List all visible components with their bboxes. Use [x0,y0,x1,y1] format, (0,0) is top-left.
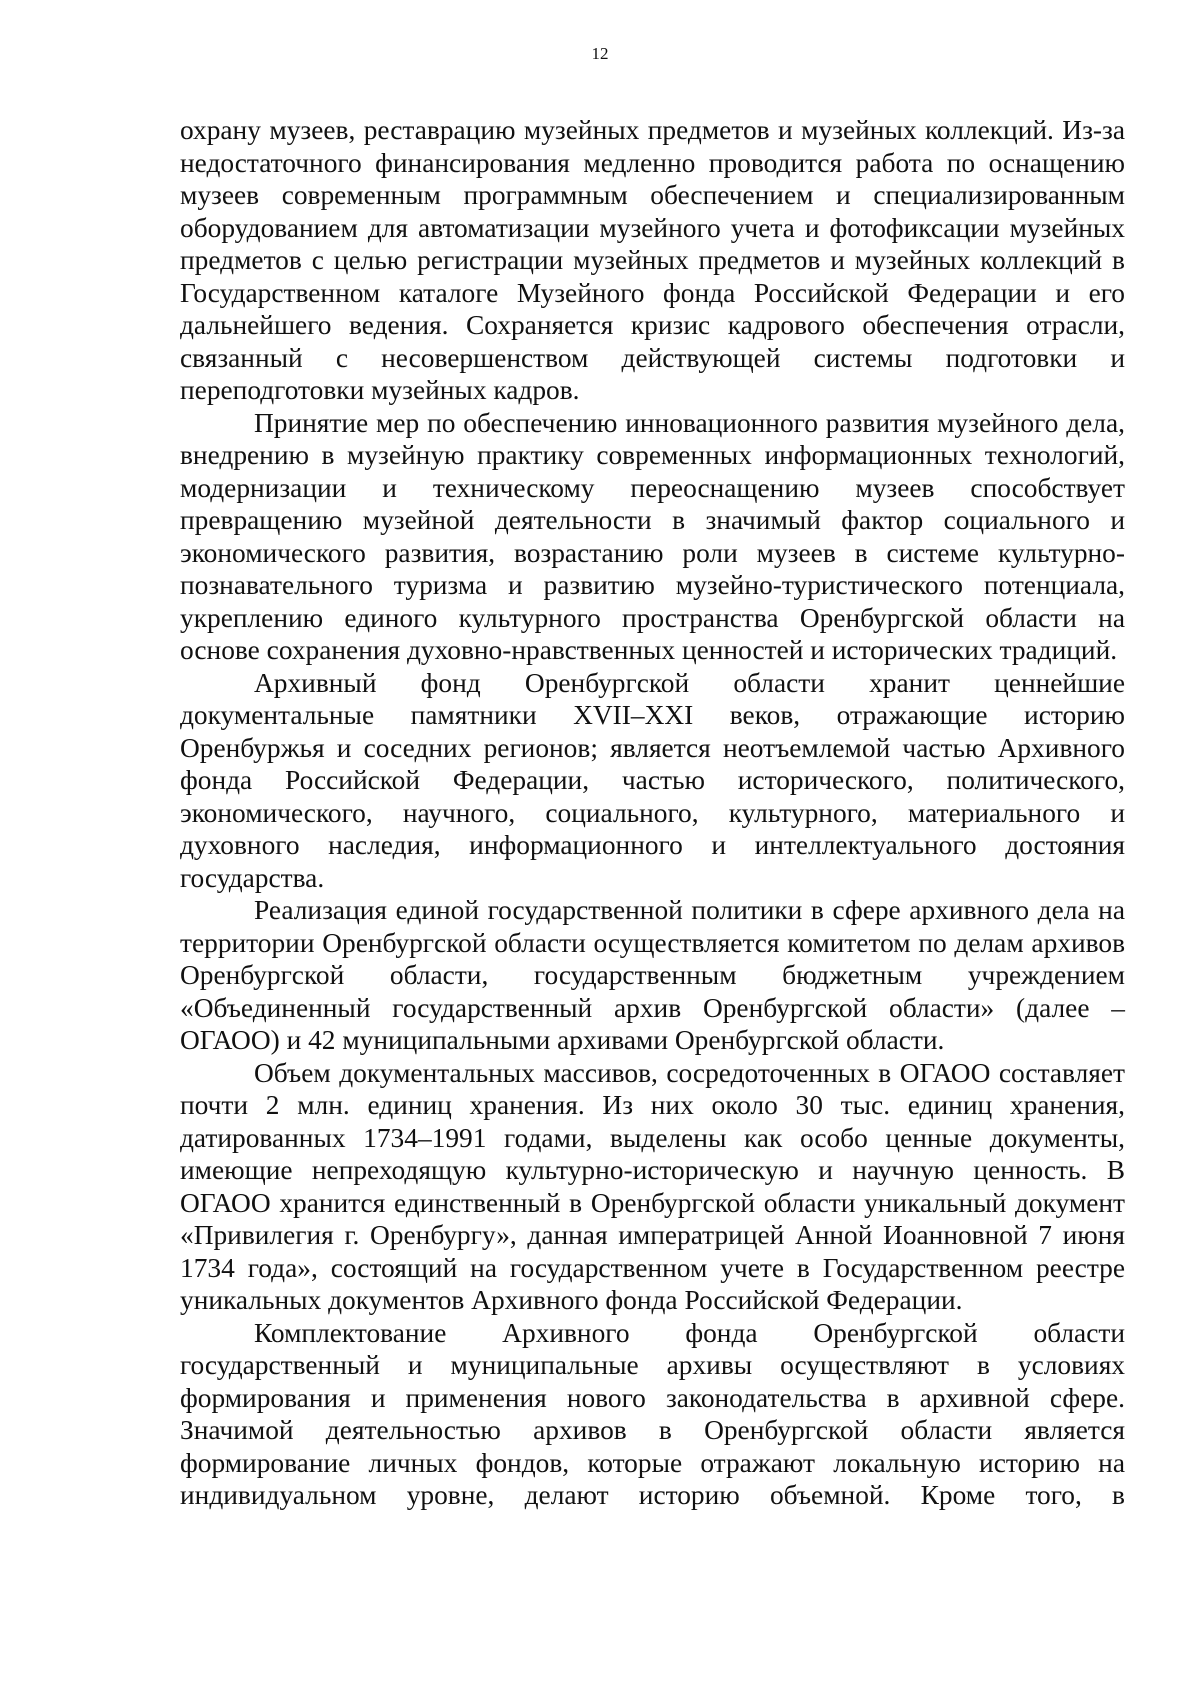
paragraph-archive-acquisition: Комплектование Архивного фонда Оренбургской области государственный и муниципальные архивы осуществляют в условиях формирования и применения нового законодательства в архивной сфере. Значимой деятельностью архивов в Оренбургской области является формирование личных фондов, которые отражают локальную историю на индивидуальном уровне, делают историю объемной. Кроме того, в [180,1317,1125,1510]
paragraph-archive-policy: Реализация единой государственной политики в сфере архивного дела на территории Оренбургской области осуществляется комитетом по делам архивов Оренбургской области, государственным бюджетным учреждением «Объединенный государственный архив Оренбургской области» (далее – ОГАОО) и 42 муниципальными архивами Оренбургской области. [180,895,1125,1055]
document-body [180,114,1125,1512]
paragraph-museum-innovation: Принятие мер по обеспечению инновационного развития музейного дела, внедрению в музейную практику современных информационных технологий, модернизации и техническому переоснащению музеев способствует превращению музейной деятельности в значимый фактор социального и экономического развития, возрастанию роли музеев в системе культурно-познавательного туризма и развитию музейно-туристического потенциала, укреплению единого культурного пространства Оренбургской области на основе сохранения духовно-нравственных ценностей и исторических традиций. [180,407,1125,665]
paragraph-ogaoo-volume: Объем документальных массивов, сосредоточенных в ОГАОО составляет почти 2 млн. единиц хранения. Из них около 30 тыс. единиц хранения, датированных 1734–1991 годами, выделены как особо ценные документы, имеющие непреходящую культурно-историческую и научную ценность. В ОГАОО хранится единственный в Оренбургской области уникальный документ «Привилегия г. Оренбургу», данная императрицей Анной Иоанновной 7 июня 1734 года», состоящий на государственном учете в Государственном реестре уникальных документов Архивного фонда Российской Федерации. [180,1057,1125,1315]
paragraph-museum-problems: охрану музеев, реставрацию музейных предметов и музейных коллекций. Из-за недостаточного финансирования медленно проводится работа по оснащению музеев современным программным обеспечением и специализированным оборудованием для автоматизации музейного учета и фотофиксации музейных предметов с целью регистрации музейных предметов и музейных коллекций в Государственном каталоге Музейного фонда Российской Федерации и его дальнейшего ведения. Сохраняется кризис кадрового обеспечения отрасли, связанный с несовершенством действующей системы подготовки и переподготовки музейных кадров. [180,115,1125,405]
page-number: 12 [591,44,609,63]
paragraph-archive-fund: Архивный фонд Оренбургской области хранит ценнейшие документальные памятники XVII–XXI веков, отражающие историю Оренбуржья и соседних регионов; является неотъемлемой частью Архивного фонда Российской Федерации, частью исторического, политического, экономического, научного, социального, культурного, материального и духовного наследия, информационного и интеллектуального достояния государства. [180,667,1125,893]
